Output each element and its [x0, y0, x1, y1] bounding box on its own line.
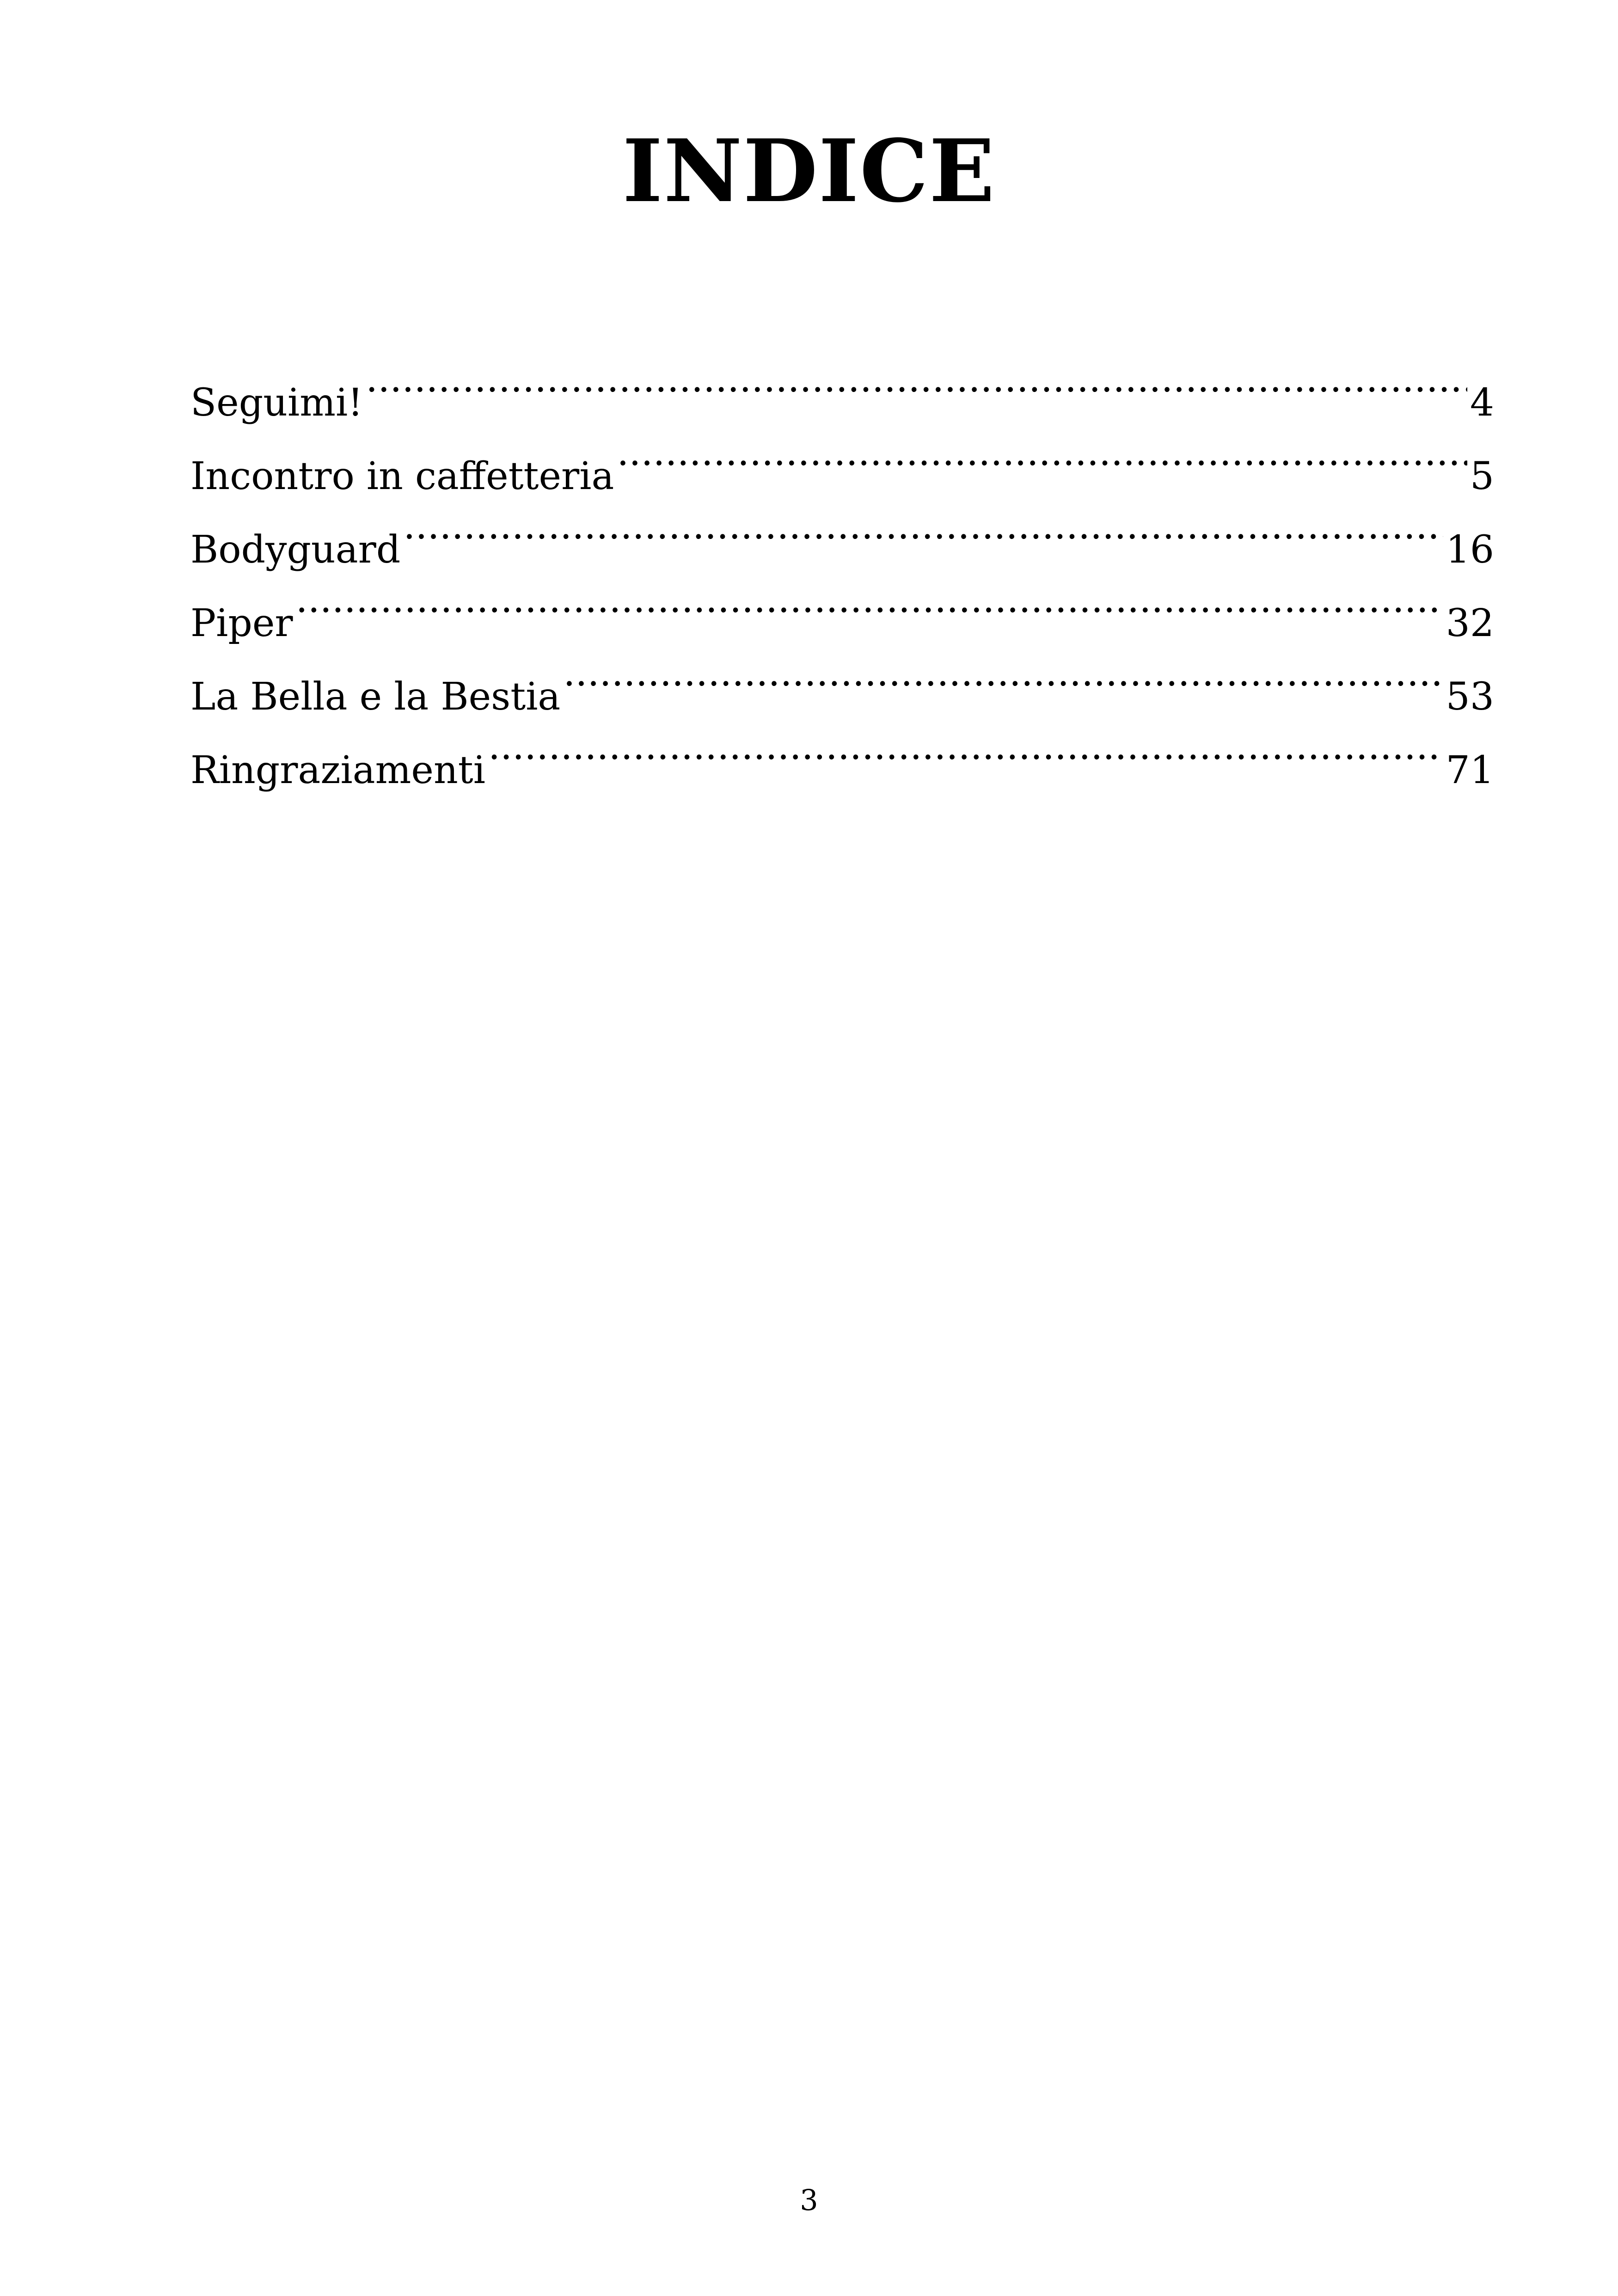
dot-leader [488, 710, 1443, 783]
toc-entry-label: Piper [190, 601, 293, 645]
toc-entry-label: Bodyguard [190, 528, 401, 572]
toc-entry[interactable] [190, 636, 1494, 719]
toc-entry-label: Ringraziamenti [190, 748, 485, 792]
dot-leader [617, 416, 1467, 489]
toc-entry-page: 32 [1446, 601, 1494, 645]
toc-entry[interactable] [190, 342, 1494, 425]
dot-leader [296, 563, 1443, 636]
table-of-contents [190, 342, 1494, 792]
toc-entry-page: 4 [1470, 381, 1494, 425]
toc-entry[interactable] [190, 416, 1494, 498]
toc-entry-label: Seguimi! [190, 381, 363, 425]
toc-entry-page: 53 [1446, 675, 1494, 719]
dot-leader [403, 489, 1443, 563]
toc-entry-label: La Bella e la Bestia [190, 675, 561, 719]
dot-leader [366, 342, 1467, 416]
page-title: INDICE [622, 120, 996, 221]
toc-entry-label: Incontro in caffetteria [190, 454, 614, 498]
toc-entry[interactable] [190, 563, 1494, 645]
page-number: 3 [800, 2183, 818, 2217]
toc-entry-page: 71 [1446, 748, 1494, 792]
dot-leader [563, 636, 1443, 710]
toc-entry-page: 16 [1446, 528, 1494, 572]
toc-entry-page: 5 [1470, 454, 1494, 498]
